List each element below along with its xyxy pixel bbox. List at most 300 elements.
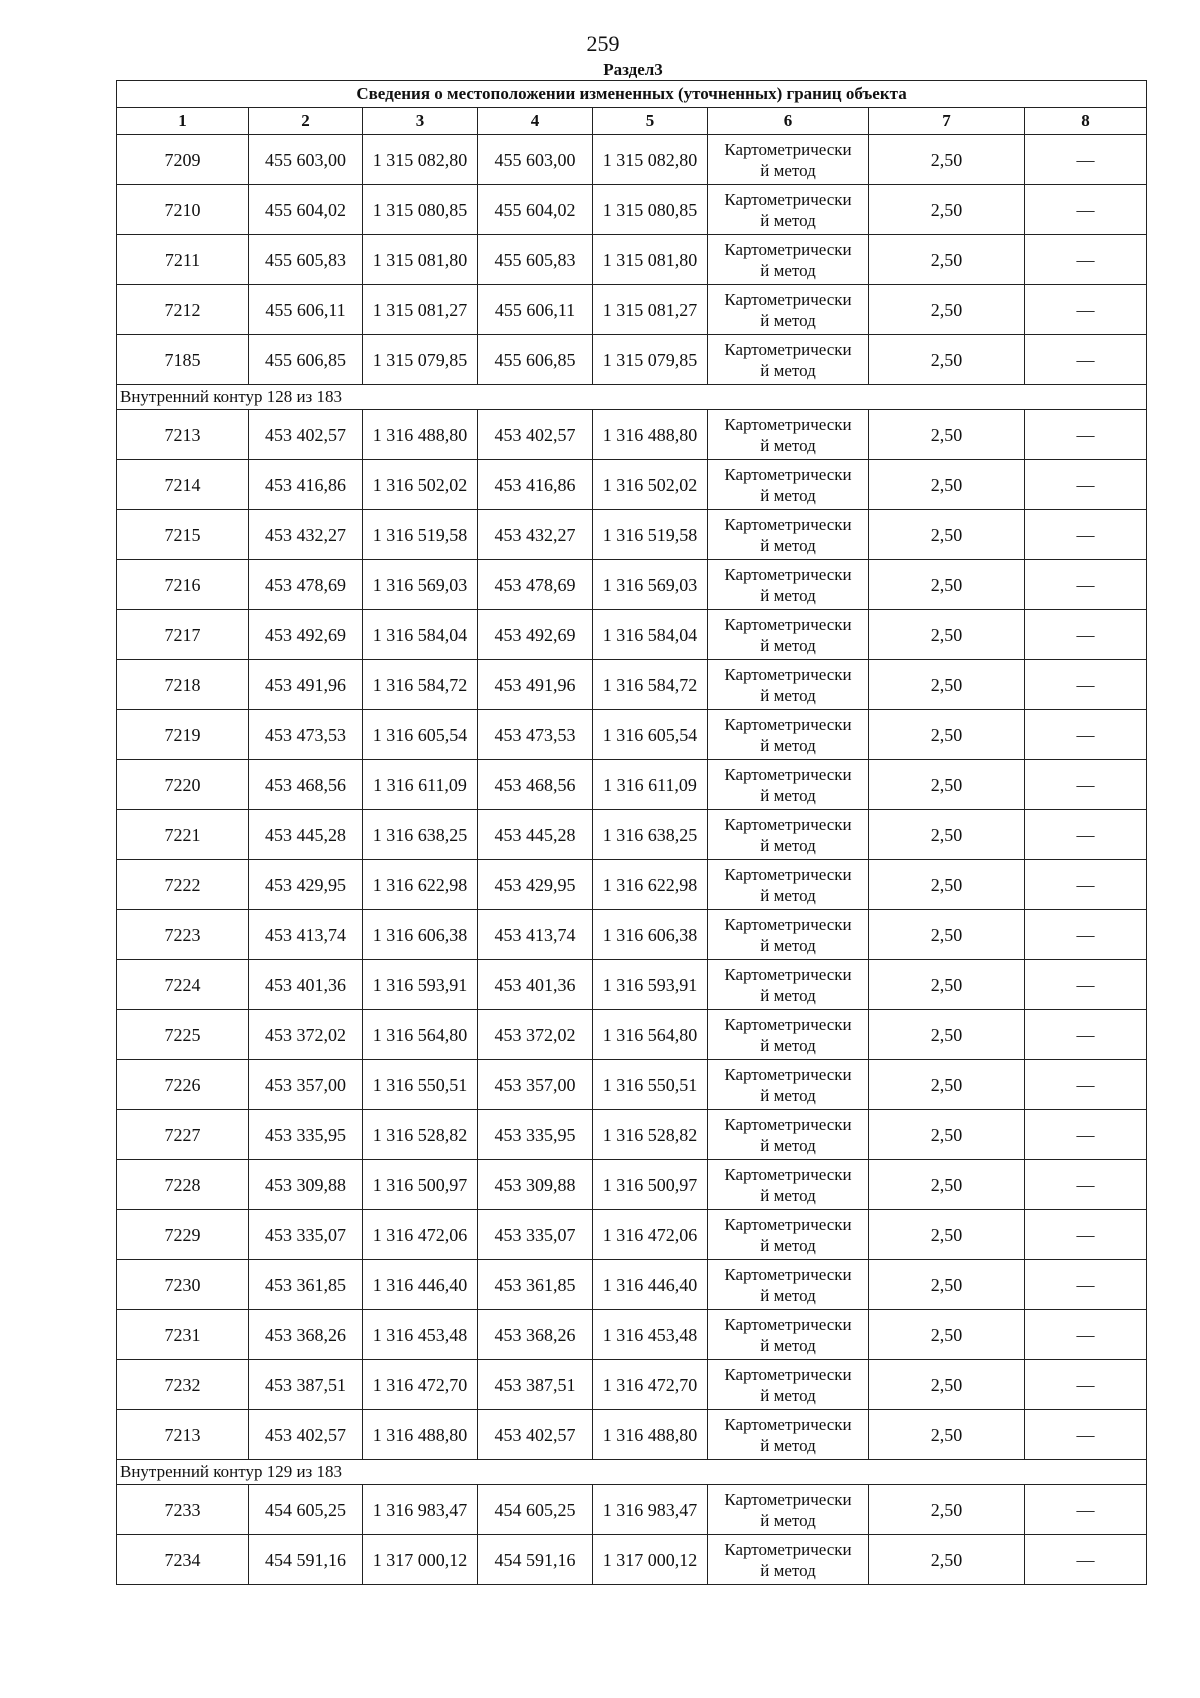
x-existing-cell: 453 335,07 <box>249 1210 363 1260</box>
y-new-cell: 1 316 488,80 <box>593 1410 708 1460</box>
method-line: й метод <box>760 1135 816 1155</box>
method-cell <box>708 660 869 710</box>
method-line: й метод <box>760 260 816 280</box>
x-new-cell: 453 402,57 <box>478 410 593 460</box>
method-cell <box>708 460 869 510</box>
boundary-table-container <box>116 80 1146 1585</box>
method-line: й метод <box>760 835 816 855</box>
table-row <box>117 1535 1147 1585</box>
y-existing-cell: 1 316 488,80 <box>363 410 478 460</box>
method-line: Картометрически <box>724 764 852 784</box>
point-number-cell: 7215 <box>117 510 249 560</box>
method-line: Картометрически <box>724 1114 852 1134</box>
x-existing-cell: 453 416,86 <box>249 460 363 510</box>
accuracy-cell: 2,50 <box>869 1410 1025 1460</box>
x-existing-cell: 454 591,16 <box>249 1535 363 1585</box>
accuracy-cell: 2,50 <box>869 860 1025 910</box>
point-number-cell: 7228 <box>117 1160 249 1210</box>
point-number-cell: 7231 <box>117 1310 249 1360</box>
column-number: 7 <box>869 108 1025 135</box>
accuracy-cell: 2,50 <box>869 410 1025 460</box>
y-new-cell: 1 317 000,12 <box>593 1535 708 1585</box>
y-existing-cell: 1 316 611,09 <box>363 760 478 810</box>
description-cell: — <box>1025 1485 1147 1535</box>
point-number-cell: 7234 <box>117 1535 249 1585</box>
y-existing-cell: 1 315 081,27 <box>363 285 478 335</box>
x-existing-cell: 453 478,69 <box>249 560 363 610</box>
method-cell <box>708 610 869 660</box>
table-row <box>117 185 1147 235</box>
method-line: й метод <box>760 885 816 905</box>
column-number: 1 <box>117 108 249 135</box>
section-title: Раздел3 <box>603 60 663 79</box>
accuracy-cell: 2,50 <box>869 335 1025 385</box>
description-cell: — <box>1025 910 1147 960</box>
y-new-cell: 1 315 079,85 <box>593 335 708 385</box>
table-row <box>117 710 1147 760</box>
x-new-cell: 453 416,86 <box>478 460 593 510</box>
description-cell: — <box>1025 660 1147 710</box>
accuracy-cell: 2,50 <box>869 760 1025 810</box>
table-row <box>117 1210 1147 1260</box>
method-cell <box>708 760 869 810</box>
table-row <box>117 1485 1147 1535</box>
x-existing-cell: 455 604,02 <box>249 185 363 235</box>
y-existing-cell: 1 316 446,40 <box>363 1260 478 1310</box>
y-existing-cell: 1 316 528,82 <box>363 1110 478 1160</box>
x-new-cell: 454 591,16 <box>478 1535 593 1585</box>
method-cell <box>708 1310 869 1360</box>
table-row <box>117 860 1147 910</box>
y-existing-cell: 1 316 500,97 <box>363 1160 478 1210</box>
method-line: Картометрически <box>724 1489 852 1509</box>
description-cell: — <box>1025 860 1147 910</box>
description-cell: — <box>1025 1210 1147 1260</box>
description-cell: — <box>1025 335 1147 385</box>
table-row <box>117 1260 1147 1310</box>
x-new-cell: 455 605,83 <box>478 235 593 285</box>
y-existing-cell: 1 315 082,80 <box>363 135 478 185</box>
x-new-cell: 453 335,95 <box>478 1110 593 1160</box>
accuracy-cell: 2,50 <box>869 810 1025 860</box>
x-existing-cell: 453 402,57 <box>249 1410 363 1460</box>
table-row <box>117 910 1147 960</box>
accuracy-cell: 2,50 <box>869 1360 1025 1410</box>
method-line: Картометрически <box>724 564 852 584</box>
method-cell <box>708 960 869 1010</box>
method-cell <box>708 1060 869 1110</box>
method-line: й метод <box>760 1285 816 1305</box>
point-number-cell: 7209 <box>117 135 249 185</box>
table-row <box>117 1110 1147 1160</box>
table-row <box>117 410 1147 460</box>
method-cell <box>708 1260 869 1310</box>
y-existing-cell: 1 316 569,03 <box>363 560 478 610</box>
x-existing-cell: 455 606,11 <box>249 285 363 335</box>
description-cell: — <box>1025 810 1147 860</box>
point-number-cell: 7224 <box>117 960 249 1010</box>
method-line: Картометрически <box>724 1014 852 1034</box>
method-line: Картометрически <box>724 414 852 434</box>
x-new-cell: 453 387,51 <box>478 1360 593 1410</box>
table-row <box>117 510 1147 560</box>
accuracy-cell: 2,50 <box>869 610 1025 660</box>
accuracy-cell: 2,50 <box>869 235 1025 285</box>
method-line: й метод <box>760 685 816 705</box>
description-cell: — <box>1025 1360 1147 1410</box>
contour-header-row <box>117 385 1147 410</box>
column-number: 3 <box>363 108 478 135</box>
method-line: Картометрически <box>724 514 852 534</box>
method-line: Картометрически <box>724 1364 852 1384</box>
method-line: й метод <box>760 785 816 805</box>
contour-label: Внутренний контур 129 из 183 <box>117 1460 1147 1485</box>
method-line: Картометрически <box>724 139 852 159</box>
method-cell <box>708 285 869 335</box>
point-number-cell: 7211 <box>117 235 249 285</box>
x-existing-cell: 453 491,96 <box>249 660 363 710</box>
y-new-cell: 1 316 564,80 <box>593 1010 708 1060</box>
x-new-cell: 453 429,95 <box>478 860 593 910</box>
description-cell: — <box>1025 1110 1147 1160</box>
method-line: Картометрически <box>724 964 852 984</box>
x-new-cell: 453 309,88 <box>478 1160 593 1210</box>
table-row <box>117 960 1147 1010</box>
point-number-cell: 7213 <box>117 1410 249 1460</box>
y-existing-cell: 1 316 584,04 <box>363 610 478 660</box>
method-cell <box>708 560 869 610</box>
y-existing-cell: 1 316 453,48 <box>363 1310 478 1360</box>
table-row <box>117 285 1147 335</box>
method-line: й метод <box>760 1235 816 1255</box>
table-row <box>117 560 1147 610</box>
x-existing-cell: 455 603,00 <box>249 135 363 185</box>
accuracy-cell: 2,50 <box>869 1310 1025 1360</box>
point-number-cell: 7232 <box>117 1360 249 1410</box>
x-existing-cell: 453 445,28 <box>249 810 363 860</box>
accuracy-cell: 2,50 <box>869 910 1025 960</box>
column-number: 8 <box>1025 108 1147 135</box>
x-new-cell: 453 361,85 <box>478 1260 593 1310</box>
y-new-cell: 1 316 983,47 <box>593 1485 708 1535</box>
method-line: Картометрически <box>724 1314 852 1334</box>
y-new-cell: 1 316 593,91 <box>593 960 708 1010</box>
description-cell: — <box>1025 1260 1147 1310</box>
method-cell <box>708 1010 869 1060</box>
x-new-cell: 455 604,02 <box>478 185 593 235</box>
method-cell <box>708 235 869 285</box>
x-new-cell: 455 606,11 <box>478 285 593 335</box>
accuracy-cell: 2,50 <box>869 1210 1025 1260</box>
accuracy-cell: 2,50 <box>869 560 1025 610</box>
y-new-cell: 1 316 584,72 <box>593 660 708 710</box>
y-new-cell: 1 315 080,85 <box>593 185 708 235</box>
y-new-cell: 1 315 081,80 <box>593 235 708 285</box>
x-new-cell: 454 605,25 <box>478 1485 593 1535</box>
y-existing-cell: 1 316 472,70 <box>363 1360 478 1410</box>
method-line: Картометрически <box>724 1064 852 1084</box>
method-cell <box>708 710 869 760</box>
contour-header-row <box>117 1460 1147 1485</box>
method-cell <box>708 1535 869 1585</box>
accuracy-cell: 2,50 <box>869 1485 1025 1535</box>
description-cell: — <box>1025 510 1147 560</box>
column-number: 2 <box>249 108 363 135</box>
y-existing-cell: 1 316 584,72 <box>363 660 478 710</box>
description-cell: — <box>1025 235 1147 285</box>
method-cell <box>708 910 869 960</box>
y-existing-cell: 1 316 502,02 <box>363 460 478 510</box>
method-cell <box>708 1360 869 1410</box>
x-new-cell: 453 445,28 <box>478 810 593 860</box>
x-new-cell: 453 413,74 <box>478 910 593 960</box>
x-existing-cell: 453 309,88 <box>249 1160 363 1210</box>
y-existing-cell: 1 316 606,38 <box>363 910 478 960</box>
x-existing-cell: 455 606,85 <box>249 335 363 385</box>
point-number-cell: 7225 <box>117 1010 249 1060</box>
description-cell: — <box>1025 1160 1147 1210</box>
point-number-cell: 7233 <box>117 1485 249 1535</box>
description-cell: — <box>1025 1535 1147 1585</box>
x-new-cell: 453 402,57 <box>478 1410 593 1460</box>
point-number-cell: 7216 <box>117 560 249 610</box>
accuracy-cell: 2,50 <box>869 710 1025 760</box>
method-line: Картометрически <box>724 614 852 634</box>
x-existing-cell: 454 605,25 <box>249 1485 363 1535</box>
description-cell: — <box>1025 710 1147 760</box>
method-line: й метод <box>760 1560 816 1580</box>
table-row <box>117 1310 1147 1360</box>
y-new-cell: 1 316 550,51 <box>593 1060 708 1110</box>
point-number-cell: 7217 <box>117 610 249 660</box>
method-line: Картометрически <box>724 914 852 934</box>
point-number-cell: 7220 <box>117 760 249 810</box>
method-line: й метод <box>760 1335 816 1355</box>
y-new-cell: 1 316 528,82 <box>593 1110 708 1160</box>
method-cell <box>708 135 869 185</box>
point-number-cell: 7230 <box>117 1260 249 1310</box>
table-row <box>117 235 1147 285</box>
accuracy-cell: 2,50 <box>869 185 1025 235</box>
point-number-cell: 7218 <box>117 660 249 710</box>
point-number-cell: 7227 <box>117 1110 249 1160</box>
method-line: й метод <box>760 985 816 1005</box>
point-number-cell: 7210 <box>117 185 249 235</box>
description-cell: — <box>1025 1310 1147 1360</box>
x-existing-cell: 453 402,57 <box>249 410 363 460</box>
method-line: й метод <box>760 1385 816 1405</box>
contour-label: Внутренний контур 128 из 183 <box>117 385 1147 410</box>
point-number-cell: 7212 <box>117 285 249 335</box>
y-existing-cell: 1 316 550,51 <box>363 1060 478 1110</box>
y-existing-cell: 1 316 605,54 <box>363 710 478 760</box>
x-new-cell: 453 401,36 <box>478 960 593 1010</box>
y-existing-cell: 1 316 472,06 <box>363 1210 478 1260</box>
method-line: й метод <box>760 160 816 180</box>
description-cell: — <box>1025 1060 1147 1110</box>
method-cell <box>708 410 869 460</box>
table-row <box>117 1360 1147 1410</box>
accuracy-cell: 2,50 <box>869 1535 1025 1585</box>
accuracy-cell: 2,50 <box>869 660 1025 710</box>
accuracy-cell: 2,50 <box>869 1260 1025 1310</box>
x-new-cell: 453 372,02 <box>478 1010 593 1060</box>
x-existing-cell: 453 335,95 <box>249 1110 363 1160</box>
table-caption: Сведения о местоположении измененных (уточненных) границ объекта <box>117 81 1147 108</box>
y-new-cell: 1 316 500,97 <box>593 1160 708 1210</box>
description-cell: — <box>1025 560 1147 610</box>
x-existing-cell: 453 492,69 <box>249 610 363 660</box>
x-new-cell: 455 603,00 <box>478 135 593 185</box>
y-existing-cell: 1 316 564,80 <box>363 1010 478 1060</box>
method-line: Картометрически <box>724 1164 852 1184</box>
accuracy-cell: 2,50 <box>869 510 1025 560</box>
y-existing-cell: 1 315 080,85 <box>363 185 478 235</box>
method-line: й метод <box>760 1510 816 1530</box>
x-existing-cell: 453 468,56 <box>249 760 363 810</box>
point-number-cell: 7185 <box>117 335 249 385</box>
method-line: Картометрически <box>724 339 852 359</box>
y-new-cell: 1 316 605,54 <box>593 710 708 760</box>
method-cell <box>708 510 869 560</box>
method-line: Картометрически <box>724 814 852 834</box>
method-line: й метод <box>760 735 816 755</box>
y-existing-cell: 1 316 488,80 <box>363 1410 478 1460</box>
method-line: й метод <box>760 435 816 455</box>
boundary-table <box>116 80 1147 1585</box>
x-new-cell: 453 368,26 <box>478 1310 593 1360</box>
description-cell: — <box>1025 460 1147 510</box>
description-cell: — <box>1025 185 1147 235</box>
column-number-row <box>117 108 1147 135</box>
method-line: Картометрически <box>724 1264 852 1284</box>
method-line: Картометрически <box>724 464 852 484</box>
x-new-cell: 453 432,27 <box>478 510 593 560</box>
method-cell <box>708 860 869 910</box>
method-line: й метод <box>760 935 816 955</box>
method-line: Картометрически <box>724 1539 852 1559</box>
y-new-cell: 1 316 622,98 <box>593 860 708 910</box>
description-cell: — <box>1025 135 1147 185</box>
method-cell <box>708 1210 869 1260</box>
description-cell: — <box>1025 610 1147 660</box>
y-existing-cell: 1 315 079,85 <box>363 335 478 385</box>
accuracy-cell: 2,50 <box>869 1060 1025 1110</box>
table-row <box>117 460 1147 510</box>
method-line: й метод <box>760 585 816 605</box>
y-new-cell: 1 316 519,58 <box>593 510 708 560</box>
y-new-cell: 1 316 453,48 <box>593 1310 708 1360</box>
method-cell <box>708 810 869 860</box>
x-new-cell: 453 491,96 <box>478 660 593 710</box>
method-line: й метод <box>760 535 816 555</box>
description-cell: — <box>1025 1010 1147 1060</box>
x-new-cell: 455 606,85 <box>478 335 593 385</box>
y-new-cell: 1 316 472,70 <box>593 1360 708 1410</box>
table-row <box>117 660 1147 710</box>
x-existing-cell: 453 372,02 <box>249 1010 363 1060</box>
method-line: й метод <box>760 1035 816 1055</box>
x-existing-cell: 453 357,00 <box>249 1060 363 1110</box>
y-existing-cell: 1 316 983,47 <box>363 1485 478 1535</box>
method-line: й метод <box>760 1185 816 1205</box>
accuracy-cell: 2,50 <box>869 1160 1025 1210</box>
point-number-cell: 7229 <box>117 1210 249 1260</box>
accuracy-cell: 2,50 <box>869 1110 1025 1160</box>
y-new-cell: 1 316 472,06 <box>593 1210 708 1260</box>
description-cell: — <box>1025 960 1147 1010</box>
point-number-cell: 7221 <box>117 810 249 860</box>
method-cell <box>708 335 869 385</box>
y-new-cell: 1 315 082,80 <box>593 135 708 185</box>
y-new-cell: 1 316 488,80 <box>593 410 708 460</box>
description-cell: — <box>1025 1410 1147 1460</box>
y-existing-cell: 1 316 622,98 <box>363 860 478 910</box>
x-existing-cell: 453 387,51 <box>249 1360 363 1410</box>
y-existing-cell: 1 315 081,80 <box>363 235 478 285</box>
method-line: й метод <box>760 1435 816 1455</box>
method-line: Картометрически <box>724 1414 852 1434</box>
x-new-cell: 453 492,69 <box>478 610 593 660</box>
x-new-cell: 453 357,00 <box>478 1060 593 1110</box>
method-cell <box>708 1160 869 1210</box>
x-existing-cell: 455 605,83 <box>249 235 363 285</box>
y-existing-cell: 1 316 519,58 <box>363 510 478 560</box>
y-new-cell: 1 316 446,40 <box>593 1260 708 1310</box>
table-row <box>117 1010 1147 1060</box>
page-number: 259 <box>586 31 620 56</box>
method-line: й метод <box>760 1085 816 1105</box>
x-existing-cell: 453 368,26 <box>249 1310 363 1360</box>
table-row <box>117 1160 1147 1210</box>
description-cell: — <box>1025 410 1147 460</box>
method-line: й метод <box>760 360 816 380</box>
accuracy-cell: 2,50 <box>869 135 1025 185</box>
point-number-cell: 7214 <box>117 460 249 510</box>
y-new-cell: 1 316 584,04 <box>593 610 708 660</box>
point-number-cell: 7219 <box>117 710 249 760</box>
table-row <box>117 135 1147 185</box>
table-row <box>117 1410 1147 1460</box>
point-number-cell: 7213 <box>117 410 249 460</box>
y-existing-cell: 1 317 000,12 <box>363 1535 478 1585</box>
method-line: Картометрически <box>724 1214 852 1234</box>
x-new-cell: 453 478,69 <box>478 560 593 610</box>
method-cell <box>708 185 869 235</box>
y-new-cell: 1 315 081,27 <box>593 285 708 335</box>
method-line: Картометрически <box>724 189 852 209</box>
x-new-cell: 453 335,07 <box>478 1210 593 1260</box>
point-number-cell: 7223 <box>117 910 249 960</box>
method-cell <box>708 1110 869 1160</box>
description-cell: — <box>1025 760 1147 810</box>
y-new-cell: 1 316 638,25 <box>593 810 708 860</box>
point-number-cell: 7226 <box>117 1060 249 1110</box>
method-line: й метод <box>760 210 816 230</box>
x-existing-cell: 453 429,95 <box>249 860 363 910</box>
table-row <box>117 810 1147 860</box>
table-caption-row <box>117 81 1147 108</box>
x-existing-cell: 453 361,85 <box>249 1260 363 1310</box>
table-row <box>117 760 1147 810</box>
point-number-cell: 7222 <box>117 860 249 910</box>
method-line: Картометрически <box>724 289 852 309</box>
description-cell: — <box>1025 285 1147 335</box>
x-existing-cell: 453 432,27 <box>249 510 363 560</box>
table-row <box>117 335 1147 385</box>
method-line: Картометрически <box>724 664 852 684</box>
x-existing-cell: 453 413,74 <box>249 910 363 960</box>
